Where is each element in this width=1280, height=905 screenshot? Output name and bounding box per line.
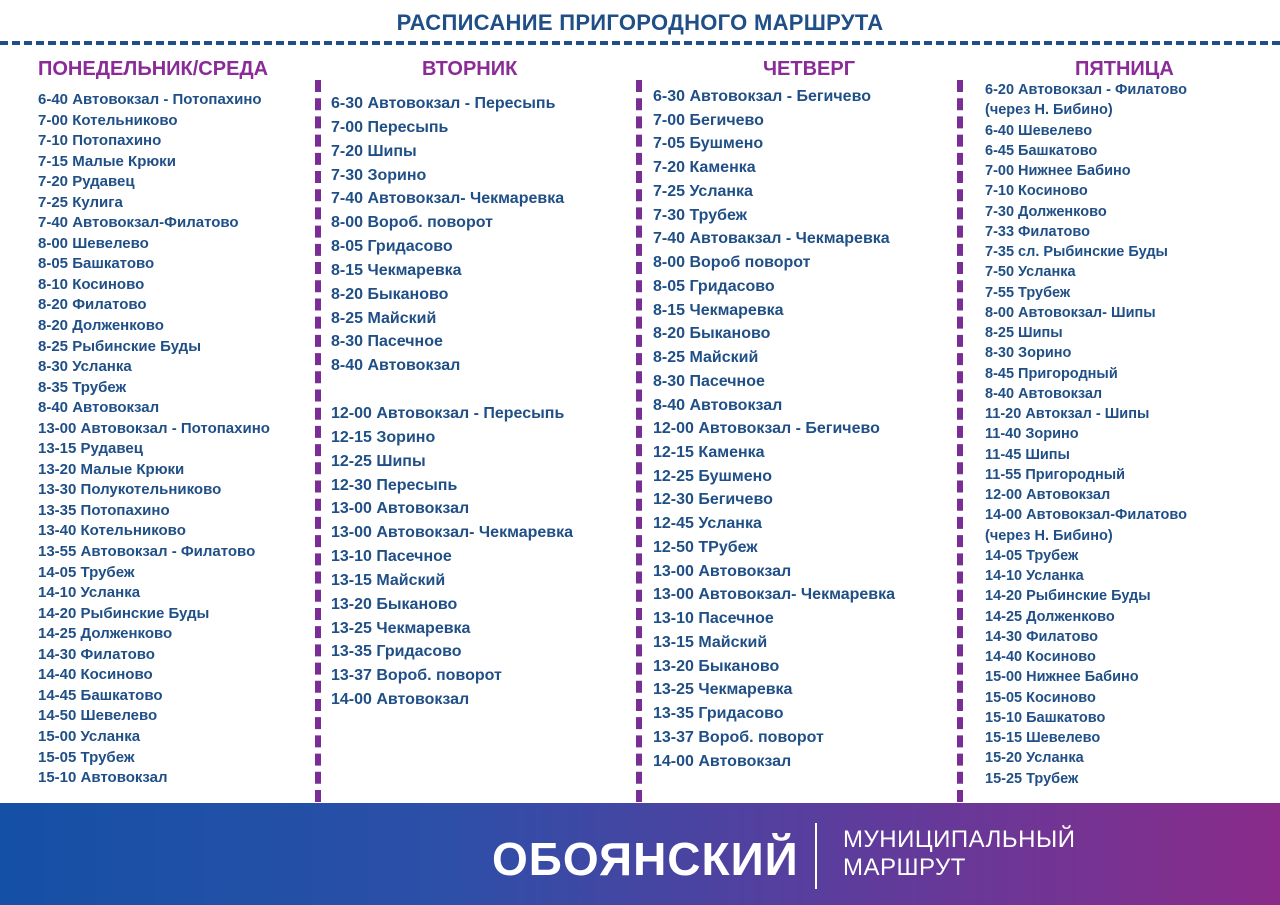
schedule-entry: 7-30 Зорино [331, 166, 427, 184]
schedule-entry: 14-20 Рыбинские Буды [38, 604, 210, 622]
schedule-entry: 8-10 Косиново [38, 275, 145, 293]
schedule-entry: 8-00 Шевелево [38, 234, 149, 252]
schedule-entry: 13-10 Пасечное [331, 548, 452, 566]
schedule-entry: 13-15 Майский [653, 633, 768, 651]
schedule-entry: 8-25 Шипы [985, 325, 1063, 341]
schedule-entry: 14-30 Филатово [38, 645, 155, 663]
heading-thursday: ЧЕТВЕРГ [763, 58, 856, 80]
schedule-entry: 14-10 Усланка [985, 568, 1084, 584]
schedule-entry: 11-20 Автокзал - Шипы [985, 406, 1150, 422]
schedule-entry: 14-20 Рыбинские Буды [985, 588, 1151, 605]
heading-tuesday: ВТОРНИК [422, 58, 518, 80]
schedule-entry [331, 378, 573, 402]
schedule-entry: 12-00 Автовокзал - Бегичево [653, 420, 880, 438]
schedule-entry: 13-20 Малые Крюки [38, 460, 185, 478]
schedule-entry: 7-40 Автовокзал-Филатово [38, 214, 239, 232]
schedule-entry: 13-15 Майский [331, 571, 446, 589]
schedule-entry: 8-05 Гридасово [653, 277, 775, 295]
schedule-entry: 8-45 Пригородный [985, 365, 1118, 382]
schedule-entry: 14-40 Косиново [38, 666, 153, 684]
schedule-entry: 8-40 Автовокзал [653, 396, 783, 414]
schedule-entry: 8-05 Гридасово [331, 238, 453, 256]
schedule-entry: 13-00 Автовокзал - Потопахино [38, 419, 270, 437]
schedule-entry: 13-20 Быканово [653, 657, 780, 675]
schedule-entry: 13-25 Чекмаревка [331, 619, 471, 637]
schedule-entry: 15-00 Нижнее Бабино [985, 669, 1139, 686]
schedule-entry: 14-00 Автовокзал [653, 752, 792, 770]
schedule-entry: 8-30 Зорино [985, 345, 1072, 362]
schedule-entry: 13-30 Полукотельниково [38, 481, 222, 499]
schedule-entry: 11-40 Зорино [985, 426, 1079, 443]
schedule-entry: 7-15 Малые Крюки [38, 152, 176, 170]
schedule-entry: (через Н. Бибино) [985, 102, 1113, 119]
schedule-entry: 12-25 Шипы [331, 452, 426, 470]
schedule-entry: 11-45 Шипы [985, 446, 1070, 463]
schedule-entry: 13-25 Чекмаревка [653, 681, 793, 699]
schedule-entry: 8-15 Чекмаревка [653, 301, 784, 319]
schedule-entry: 11-55 Пригородный [985, 466, 1125, 483]
schedule-entry: 8-00 Автовокзал- Шипы [985, 304, 1156, 321]
column-divider-1 [315, 80, 321, 802]
schedule-entry: 8-25 Майский [331, 309, 437, 327]
schedule-entry: 8-25 Майский [653, 349, 759, 367]
schedule-entry: 12-45 Усланка [653, 515, 762, 533]
schedule-list-thursday [653, 85, 895, 773]
schedule-entry: 12-15 Каменка [653, 444, 765, 462]
schedule-entry: 15-00 Усланка [38, 727, 141, 745]
schedule-entry: 8-00 Вороб поворот [653, 254, 811, 272]
schedule-entry: 8-25 Рыбинские Буды [38, 337, 202, 355]
schedule-entry: 8-20 Быканово [653, 325, 771, 343]
schedule-entry: 13-00 Автовокзал [331, 500, 470, 518]
schedule-entry: 12-30 Бегичево [653, 491, 773, 509]
schedule-entry: 12-30 Пересыпь [331, 476, 458, 494]
schedule-entry: 6-30 Автовокзал - Пересыпь [331, 95, 556, 112]
schedule-entry: 15-15 Шевелево [985, 730, 1101, 746]
banner-subtitle-line-2: МАРШРУТ [843, 854, 966, 881]
banner-subtitle [843, 826, 1075, 882]
schedule-entry: 13-35 Гридасово [331, 643, 462, 661]
schedule-entry: 7-00 Котельниково [38, 111, 178, 129]
schedule-entry: 7-40 Автовокзал- Чекмаревка [331, 190, 565, 208]
schedule-entry: 13-00 Автовокзал- Чекмаревка [331, 524, 574, 542]
schedule-entry: 7-25 Кулига [38, 193, 123, 211]
schedule-entry: 14-30 Филатово [985, 628, 1099, 645]
schedule-entry: 7-30 Трубеж [653, 206, 748, 224]
schedule-entry: 13-37 Вороб. поворот [653, 728, 824, 746]
schedule-entry: 12-15 Зорино [331, 428, 436, 446]
schedule-entry: 8-40 Автовокзал [38, 399, 160, 417]
column-divider-2 [636, 80, 642, 802]
schedule-entry: 7-25 Усланка [653, 182, 753, 200]
schedule-entry: 12-00 Автовокзал - Пересыпь [331, 404, 565, 422]
schedule-entry: 14-00 Автовокзал [331, 691, 470, 709]
schedule-entry: 6-45 Башкатово [985, 142, 1098, 159]
schedule-entry: 6-30 Автовокзал - Бегичево [653, 88, 871, 105]
schedule-entry: 7-40 Автовакзал - Чекмаревка [653, 230, 890, 248]
schedule-entry: (через Н. Бибино) [985, 527, 1113, 544]
schedule-entry: 13-37 Вороб. поворот [331, 667, 502, 685]
schedule-entry: 13-35 Гридасово [653, 705, 784, 723]
schedule-entry: 7-55 Трубеж [985, 284, 1071, 301]
banner-subtitle-line-1: МУНИЦИПАЛЬНЫЙ [843, 826, 1076, 853]
banner-title: ОБОЯНСКИЙ [492, 833, 799, 885]
schedule-entry: 8-20 Филатово [38, 296, 147, 314]
schedule-entry: 13-00 Автовокзал- Чекмаревка [653, 586, 896, 604]
schedule-list-friday [985, 80, 1187, 789]
schedule-entry: 8-05 Башкатово [38, 255, 155, 273]
schedule-entry: 13-00 Автовокзал [653, 562, 792, 580]
schedule-entry: 7-33 Филатово [985, 223, 1090, 240]
schedule-entry: 6-40 Автовокзал - Потопахино [38, 91, 262, 108]
schedule-entry: 14-25 Долженково [985, 608, 1115, 625]
schedule-entry: 7-10 Косиново [985, 183, 1088, 200]
schedule-entry: 14-25 Долженково [38, 625, 173, 643]
banner-divider [815, 823, 817, 889]
schedule-entry: 7-35 сл. Рыбинские Буды [985, 244, 1168, 260]
schedule-entry: 14-45 Башкатово [38, 686, 163, 704]
schedule-entry: 8-35 Трубеж [38, 378, 127, 396]
schedule-entry: 8-15 Чекмаревка [331, 261, 462, 279]
schedule-entry: 15-10 Автовокзал [38, 769, 168, 787]
schedule-entry: 7-05 Бушмено [653, 135, 764, 153]
schedule-entry: 7-20 Рудавец [38, 173, 135, 191]
schedule-entry: 12-50 ТРубеж [653, 538, 758, 556]
schedule-entry: 13-40 Котельниково [38, 522, 186, 540]
schedule-entry: 8-40 Автовокзал [985, 385, 1103, 402]
schedule-entry: 7-20 Шипы [331, 142, 417, 160]
schedule-entry: 8-20 Быканово [331, 285, 449, 303]
schedule-entry: 7-10 Потопахино [38, 132, 162, 150]
schedule-entry: 15-05 Косиново [985, 689, 1096, 706]
schedule-entry: 13-35 Потопахино [38, 501, 170, 519]
schedule-entry: 14-05 Трубеж [38, 563, 135, 581]
column-divider-3 [957, 80, 963, 802]
page-title: РАСПИСАНИЕ ПРИГОРОДНОГО МАРШРУТА [396, 10, 884, 35]
schedule-entry: 15-20 Усланка [985, 750, 1084, 767]
schedule-entry: 8-00 Вороб. поворот [331, 214, 493, 232]
schedule-entry: 12-00 Автовокзал [985, 487, 1111, 503]
schedule-entry: 15-05 Трубеж [38, 748, 135, 766]
schedule-entry: 7-00 Бегичево [653, 111, 764, 129]
schedule-entry: 14-05 Трубеж [985, 547, 1079, 564]
top-dashed-divider [0, 41, 1280, 45]
schedule-entry: 14-10 Усланка [38, 584, 141, 602]
schedule-entry: 6-20 Автовокзал - Филатово [985, 82, 1187, 98]
schedule-entry: 14-50 Шевелево [38, 707, 158, 725]
schedule-entry: 7-20 Каменка [653, 159, 756, 177]
schedule-entry: 8-20 Долженково [38, 317, 164, 335]
schedule-entry: 7-50 Усланка [985, 264, 1076, 281]
schedule-entry: 7-30 Долженково [985, 203, 1107, 220]
schedule-entry: 13-15 Рудавец [38, 440, 143, 458]
schedule-entry: 8-40 Автовокзал [331, 357, 461, 375]
heading-friday: ПЯТНИЦА [1075, 58, 1174, 80]
schedule-entry: 6-40 Шевелево [985, 122, 1093, 139]
schedule-list-monday-wednesday [38, 90, 270, 789]
schedule-entry: 15-25 Трубеж [985, 770, 1079, 787]
schedule-list-tuesday [331, 92, 573, 712]
heading-monday-wednesday: ПОНЕДЕЛЬНИК/СРЕДА [38, 58, 269, 80]
schedule-entry: 13-10 Пасечное [653, 610, 774, 628]
schedule-entry: 7-00 Пересыпь [331, 118, 449, 136]
schedule-entry: 8-30 Пасечное [331, 333, 443, 351]
schedule-entry: 12-25 Бушмено [653, 467, 773, 485]
schedule-entry: 8-30 Усланка [38, 358, 132, 376]
schedule-entry: 13-20 Быканово [331, 595, 458, 613]
schedule-entry: 8-30 Пасечное [653, 372, 765, 390]
schedule-entry: 15-10 Башкатово [985, 709, 1106, 726]
schedule-entry: 14-40 Косиново [985, 649, 1096, 665]
schedule-entry: 7-00 Нижнее Бабино [985, 163, 1131, 179]
schedule-entry: 13-55 Автовокзал - Филатово [38, 543, 256, 561]
schedule-entry: 14-00 Автовокзал-Филатово [985, 507, 1187, 524]
